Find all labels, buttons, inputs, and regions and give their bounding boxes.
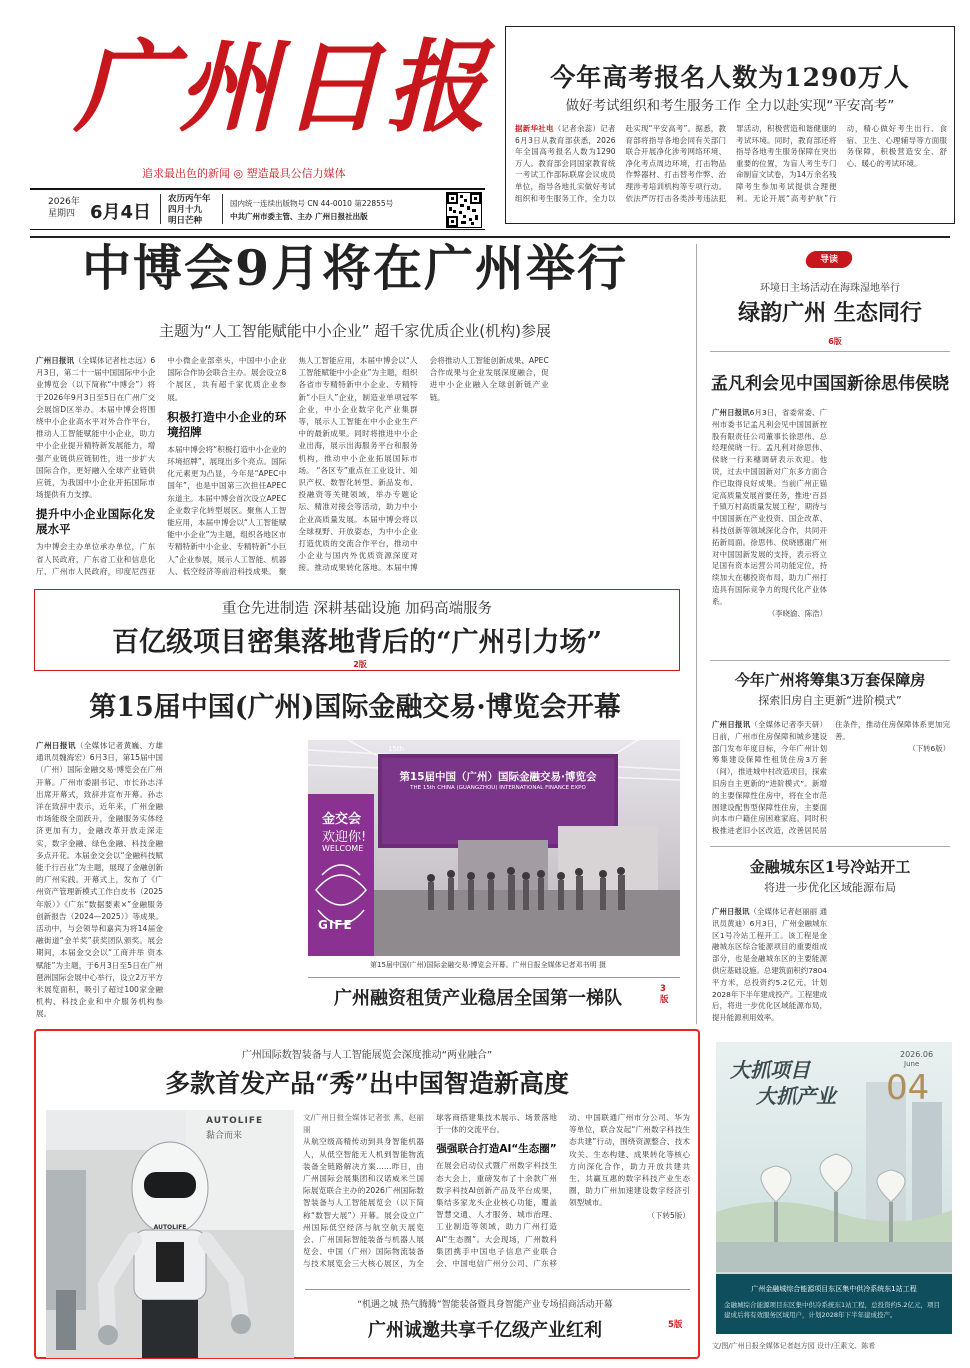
robot-brand-top: AUTOLIFE	[206, 1116, 264, 1126]
lead-subhead-1: 提升中小企业国际化发展水平	[36, 507, 156, 537]
masthead-logo	[70, 22, 510, 146]
expo-sign-3: WELCOME	[322, 844, 364, 853]
strip-kicker: “机遇之城 热气腾腾”智能装备暨具身智能产业专场招商活动开幕	[357, 1300, 613, 1310]
r3-body: 广州日报讯（全媒体记者李天研）日前，广州市住房保障和城乡建设部门发布年度目标，今年广州计划筹集建设保障性租赁住房3万套（间），推进城中村改造项目，探索旧房自主更新的“进阶模式”。新增的主要保障性住房中，将在全市范围建设配售型保障性住房，主要面向本市户籍住房困难家庭。同时积极推进老旧小区改造，改善居民居住条件，推动住房保障体系更加完善。 （下转6版）	[712, 720, 950, 836]
ad-title-1: 大抓项目	[730, 1058, 810, 1082]
expo-photo-caption: 第15届中国(广州)国际金融交易·博览会开幕。广州日报全媒体记者邓书明 摄	[370, 961, 606, 969]
lead-story-subtitle: 主题为“人工智能赋能中小企业” 超千家优质企业(机构)参展	[158, 322, 552, 340]
leasing-headline[interactable]: 广州融资租赁产业稳居全国第一梯队	[334, 988, 622, 1009]
robot-photo	[46, 1110, 294, 1358]
r2-title[interactable]: 孟凡利会见中国国新徐思伟侯晓	[711, 374, 949, 394]
r3-title[interactable]: 今年广州将筹集3万套保障房	[734, 671, 926, 689]
finance-body: 广州日报讯（全媒体记者黄巍、方雄 通讯员魏海宏）6月3日，第15届中国（广州）国际金融交易·博览会在广州开幕。广州市委副书记、市长孙志洋出席开幕式，致辞并宣布开幕。孙志洋在致辞中表示，近年来，广州金融市场能级全面跃升，金融服务实体经济更加有力，金融改革开放走深走实，数字金融、绿色金融、科技金融多点开花。本届金交会以“金融科技赋能千行百业”为主题，展现了金融创新的广州实践。开幕式上，发布了《广州资产管理新模式工作白皮书（2025年版）》《广东“数据要素×”金融服务创新报告（2024—2025）》等成果。活动中，与会领导和嘉宾为将14届金融街道“金羊奖”获奖团队颁奖。展会期间，本届金交会以“工商并举 资本赋能”为主题，于6月3日至5日在广州琶洲国际会展中心举行，设立2万平方米展览面积，吸引了超过100家金融机构、科技企业和中介服务机构参展。	[36, 741, 164, 1019]
sponsor-line: 中共广州市委主管、主办 广州日报社出版	[230, 212, 368, 221]
ad-title-2: 大抓产业	[756, 1084, 836, 1108]
date-year: 2026年	[48, 197, 80, 207]
ad-month: June	[904, 1060, 920, 1068]
date-weekday: 星期四	[48, 209, 76, 219]
r1-page[interactable]: 6版	[828, 337, 842, 346]
expo-banner-cn: 第15届中国（广州）国际金融交易·博览会	[399, 771, 597, 783]
project-feature-image	[716, 1042, 952, 1334]
r1-kicker: 环境日主场活动在海珠湿地举行	[760, 283, 900, 294]
masthead-title-text: 广州日报	[74, 28, 490, 146]
strip-title[interactable]: 广州诚邀共享千亿级产业红利	[368, 1320, 602, 1341]
masthead-slogan: 追求最出色的新闻 ◎ 塑造最具公信力媒体	[142, 167, 346, 180]
expo-banner-en: THE 15th CHINA (GUANGZHOU) INTERNATIONAL FINANCE EXPO	[410, 785, 586, 791]
expo-badge: 15th	[388, 745, 405, 753]
r3-subtitle: 探索旧房自主更新“进阶模式”	[758, 694, 902, 707]
qr-code[interactable]	[446, 192, 482, 228]
featured-title[interactable]: 多款首发产品“秀”出中国智造新高度	[165, 1069, 569, 1098]
robot-brand-cn: 黏合而来	[206, 1131, 243, 1141]
r4-subtitle: 将进一步优化区域能源布局	[764, 881, 896, 894]
date-day: 6月4日	[90, 202, 152, 223]
top-story-body: 据新华社电（记者余蕊）记者6月3日从教育部获悉，2026年全国高考报名人数为1290万人。教育部会同国家教育统一考试工作部际联席会议成员单位，指导各地扎实做好考试组织和考生服务工作，全力以赴实现“平安高考”。据悉，教育部将指导各地会同有关部门联合开展净化涉考网络环境、净化考点周边环境，打击物品作弊器材、打击替考作弊、治理涉考培训机构等专项行动。依法严厉打击各类涉考违法犯罪活动，积极营造和谐健康的考试环境。同时，教育部还将指导各地考生服务保障在突出重要的位置，为盲人考生专门命制盲文试卷，为14万余名残障考生参加考试提供合理便利。无论开展“高考护航”行动，精心做好考生出行、食宿、卫生、心理辅导等方面服务保障，积极营造安全、舒心、暖心的考试环境。	[515, 124, 947, 203]
r1-title[interactable]: 绿韵广州 生态同行	[738, 300, 922, 326]
robot-brand-chest: AUTOLIFE	[153, 1224, 187, 1231]
cn-number: 国内统一连续出版物号 CN 44-0010 第22855号	[230, 199, 394, 208]
banner-kicker: 重仓先进制造 深耕基础设施 加码高端服务	[221, 601, 493, 617]
top-story-title[interactable]: 今年高考报名人数为1290万人	[550, 63, 910, 92]
lead-subhead-2: 积极打造中小企业的环境招牌	[167, 409, 287, 439]
r4-body: 广州日报讯（全媒体记者赵丽丽 通讯员黄迪）6月3日，广州金融城东区1号冷站工程开工。该工程是金融城东区综合能源项目的重要组成部分，也是金融城东区的主要能源供应基础设施。总建筑面积约7804平方米，总投资约5.2亿元，计划2028年下半年建成投产。工程建成后，将进一步优化区域能源布局，提升能源利用效率。	[712, 907, 827, 1023]
r2-body: 广州日报讯6月3日，省委常委、广州市委书记孟凡利会见中国国新控股有限责任公司董事长徐思伟、总经理侯晓一行。孟凡利对徐思伟、侯晓一行来穗调研表示欢迎。他说，过去中国国新对广东多方面合作已取得良好成果。当前广州正锚定高质量发展首要任务，推进‘百县千镇万村高质量发展工程’，期待与中国国新在产业投资、国企改革、科技创新等领域深化合作，共同开拓新局面。徐思伟、侯晓感谢广州对中国国新发展的支持，表示将立足国有资本运营公司功能定位，持续加大在穗投资布局，助力广州打造具有国际竞争力的现代化产业体系。 （李晓渝、陈浩）	[712, 408, 827, 618]
banner-title[interactable]: 百亿级项目密集落地背后的“广州引力场”	[111, 627, 603, 658]
featured-body: 文/广州日报全媒体记者张 燕、赵丽丽 从航空级高精传动到具身智能机器人，从低空智能无人机到智能物流装备全链路解决方案……昨日，由广州国际会展集团和汉诺威米兰国际展览联合主办的2026广州国际数智装备与人工智能展览会（以下简称“数智大展”）开幕。展会设立广州国际低空经济与航空航天展览会、广州国际智能装备与机器人展览会、中国（广州）国际物流装备与技术展览会三大核心展区，为全球客商搭建集技术展示、场景落地于一体的交流平台。 强强联合打造AI“生态圈” 在展会启动仪式暨广州数字科技生态大会上，重磅发布了十余款广州数字科技AI创新产品及平台成果，集结多家龙头企业核心功能，覆盖智慧交通、人才服务、城市治理、工业制造等领域，助力广州打造AI“生态圈”。大会现场，广州数科集团携手中国电子信息产业联合会、中国电信广州分公司、广东移动、中国联通广州市分公司、华为等单位，联合发起“广州数字科技生态共建”行动，围绕资源整合、技术攻关、生态构建、成果转化等核心方向深化合作，助力开放共建共生、共赢互惠的数字科技产业生态圈，助力广州加速建设数字经济引领型城市。 （下转5版）	[303, 1113, 690, 1269]
leasing-page[interactable]: 3版	[660, 984, 669, 1005]
ad-day-number: 04	[886, 1068, 930, 1108]
ad-date: 2026.06	[900, 1050, 934, 1059]
featured-subhead: 强强联合打造AI“生态圈”	[436, 1143, 557, 1156]
r4-title[interactable]: 金融城东区1号冷站开工	[749, 858, 911, 876]
lead-story-body: 广州日报讯（全媒体记者杜志远）6月3日，第二十一届中国国际中小企业博览会（以下简称“中博会”）将于2026年9月3日至5日在广州广交会展馆D区举办。本届中博会将围绕中小企业高水平对外合作平台，推动人工智能赋能中小企业，助力中小企业提升精特新发展能力，增强产业链供应链韧性，进一步扩大国际合作，更好融入全球产业链供应链，为我国中小企业开拓国际市场提供有力支撑。 提升中小企业国际化发展水平 为中博会主办单位承办单位，广东省人民政府，广东省工业和信息化厅、广州市人民政府，印度尼西亚中小微企业部牵头，中国中小企业国际合作协会联合主办。展会设立8个展区，共有超千家优质企业参展。 积极打造中小企业的环境招牌 本届中博会将“积极打造中小企业的环境招牌”，展现出多个亮点。国际化元素更为凸显，今年是“APEC中国年”，也是中国第三次担任APEC东道主。本届中博会首次设立APEC企业数字化转型展区。聚焦人工智能应用，本届中博会以“人工智能赋能中小企业”为主题，组织各地区市专精特新中小企业、专精特新“小巨人”企业参展，展示人工智能、机器人、低空经济等前沿科技成果。 聚焦人工智能应用，本届中博会以“人工智能赋能中小企业”为主题，组织各省市专精特新中小企业、专精特新“小巨人”企业，制造业单项冠军企业，中小企业数字化产业集群等，展示人工智能在中小企业生产中的最新成果。同时将推进中小企业出海，展示出海服务平台和服务机构，推动中小企业拓展国际市场。 “各区专”重点在工业设计、知识产权、数智化转型、新品发布、投融资等关键领域，举办专题论坛、精准对接会等活动，助力中小企业高质量发展。本届中博会将以全球视野、开放姿态，为中小企业打造优质的交流合作平台，推动中小企业与国内外优质资源深度对接。推动成果转化落地。本届中博会将推动人工智能创新成果、APEC合作成果与企业发展深度融合，促进中小企业融入全球创新链产业链。	[36, 356, 549, 576]
ad-text: 金融城综合能源项目东区集中供冷系统东1站工程，总投资约5.2亿元，项目建成后将有效服务区域用户，计划2028年下半年建成投产。	[724, 1301, 940, 1319]
guide-tag-label: 导读	[819, 255, 838, 265]
ad-caption: 广州金融城综合能源项目东区集中供冷系统东1站工程	[751, 1285, 917, 1293]
expo-sign-2: 欢迎你!	[322, 830, 367, 845]
publication-info	[230, 197, 393, 223]
featured-kicker: 广州国际数智装备与人工智能展览会深度推动“两业融合”	[241, 1050, 493, 1061]
strip-page[interactable]: 5版	[668, 1320, 683, 1330]
ad-credit: 文/图/广州日报全媒体记者赵方园 设计/王素文、陈希	[712, 1342, 876, 1350]
expo-logo: GIFE	[318, 918, 353, 932]
lead-story-title[interactable]: 中博会9月将在广州举行	[81, 239, 629, 297]
top-story-subtitle: 做好考试组织和考生服务工作 全力以赴实现“平安高考”	[565, 98, 895, 114]
banner-page[interactable]: 2版	[353, 660, 367, 669]
date-year-block	[48, 196, 80, 220]
expo-sign-1: 金交会	[322, 812, 362, 827]
finance-expo-photo	[308, 740, 680, 956]
lunar-block: 农历丙午年 四月十九 明日芒种	[168, 194, 211, 226]
finance-title[interactable]: 第15届中国(广州)国际金融交易·博览会开幕	[89, 692, 621, 723]
